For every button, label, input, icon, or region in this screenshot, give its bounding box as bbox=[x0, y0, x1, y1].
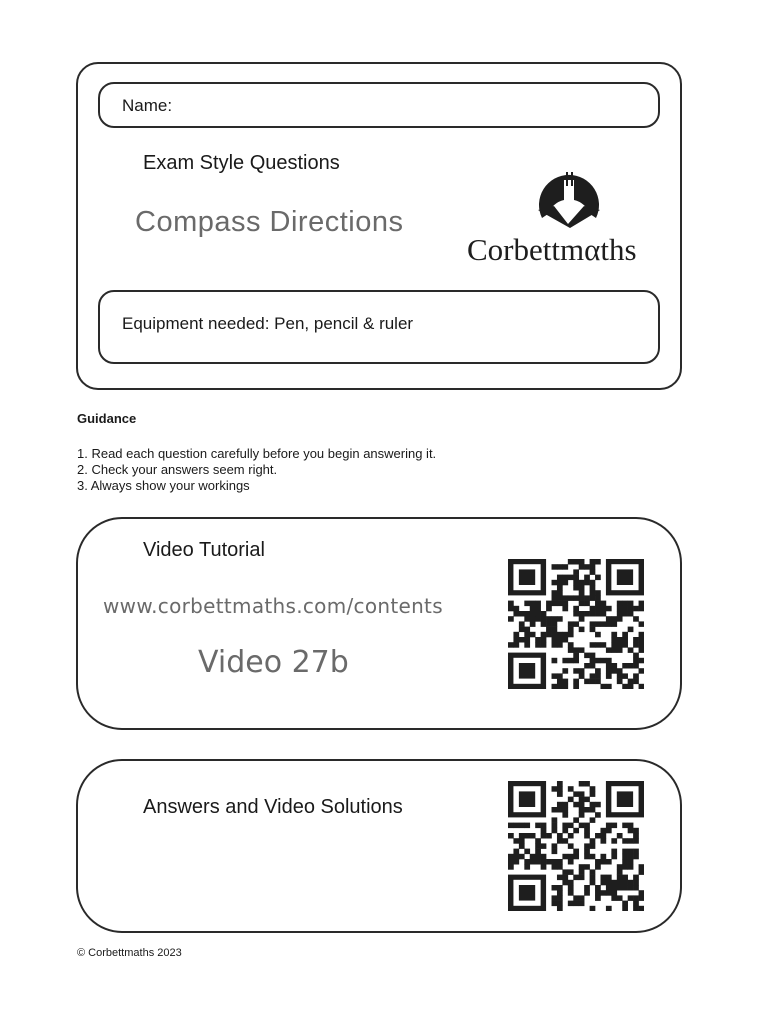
brand-wordmark: Corbettmαths bbox=[467, 232, 637, 267]
name-label: Name: bbox=[122, 96, 173, 115]
video-qr-code-icon[interactable] bbox=[508, 559, 644, 689]
page-title: Compass Directions bbox=[135, 206, 404, 238]
video-tutorial-label: Video Tutorial bbox=[143, 539, 265, 561]
name-field-box[interactable] bbox=[98, 82, 660, 128]
guidance-list bbox=[77, 446, 436, 494]
subtitle: Exam Style Questions bbox=[143, 152, 340, 174]
guidance-item: 2. Check your answers seem right. bbox=[77, 462, 278, 477]
guidance-item: 3. Always show your workings bbox=[77, 478, 250, 493]
answers-label: Answers and Video Solutions bbox=[143, 796, 403, 818]
corbettmaths-logo-icon bbox=[532, 170, 606, 228]
guidance-item: 1. Read each question carefully before you begin answering it. bbox=[77, 446, 437, 461]
video-url-link[interactable]: www.corbettmaths.com/contents bbox=[103, 594, 443, 618]
guidance-heading: Guidance bbox=[77, 411, 137, 426]
answers-qr-code-icon[interactable] bbox=[508, 781, 644, 911]
video-number: Video 27b bbox=[198, 645, 349, 680]
equipment-label: Equipment needed: Pen, pencil & ruler bbox=[122, 314, 414, 333]
copyright: © Corbettmaths 2023 bbox=[77, 947, 182, 959]
